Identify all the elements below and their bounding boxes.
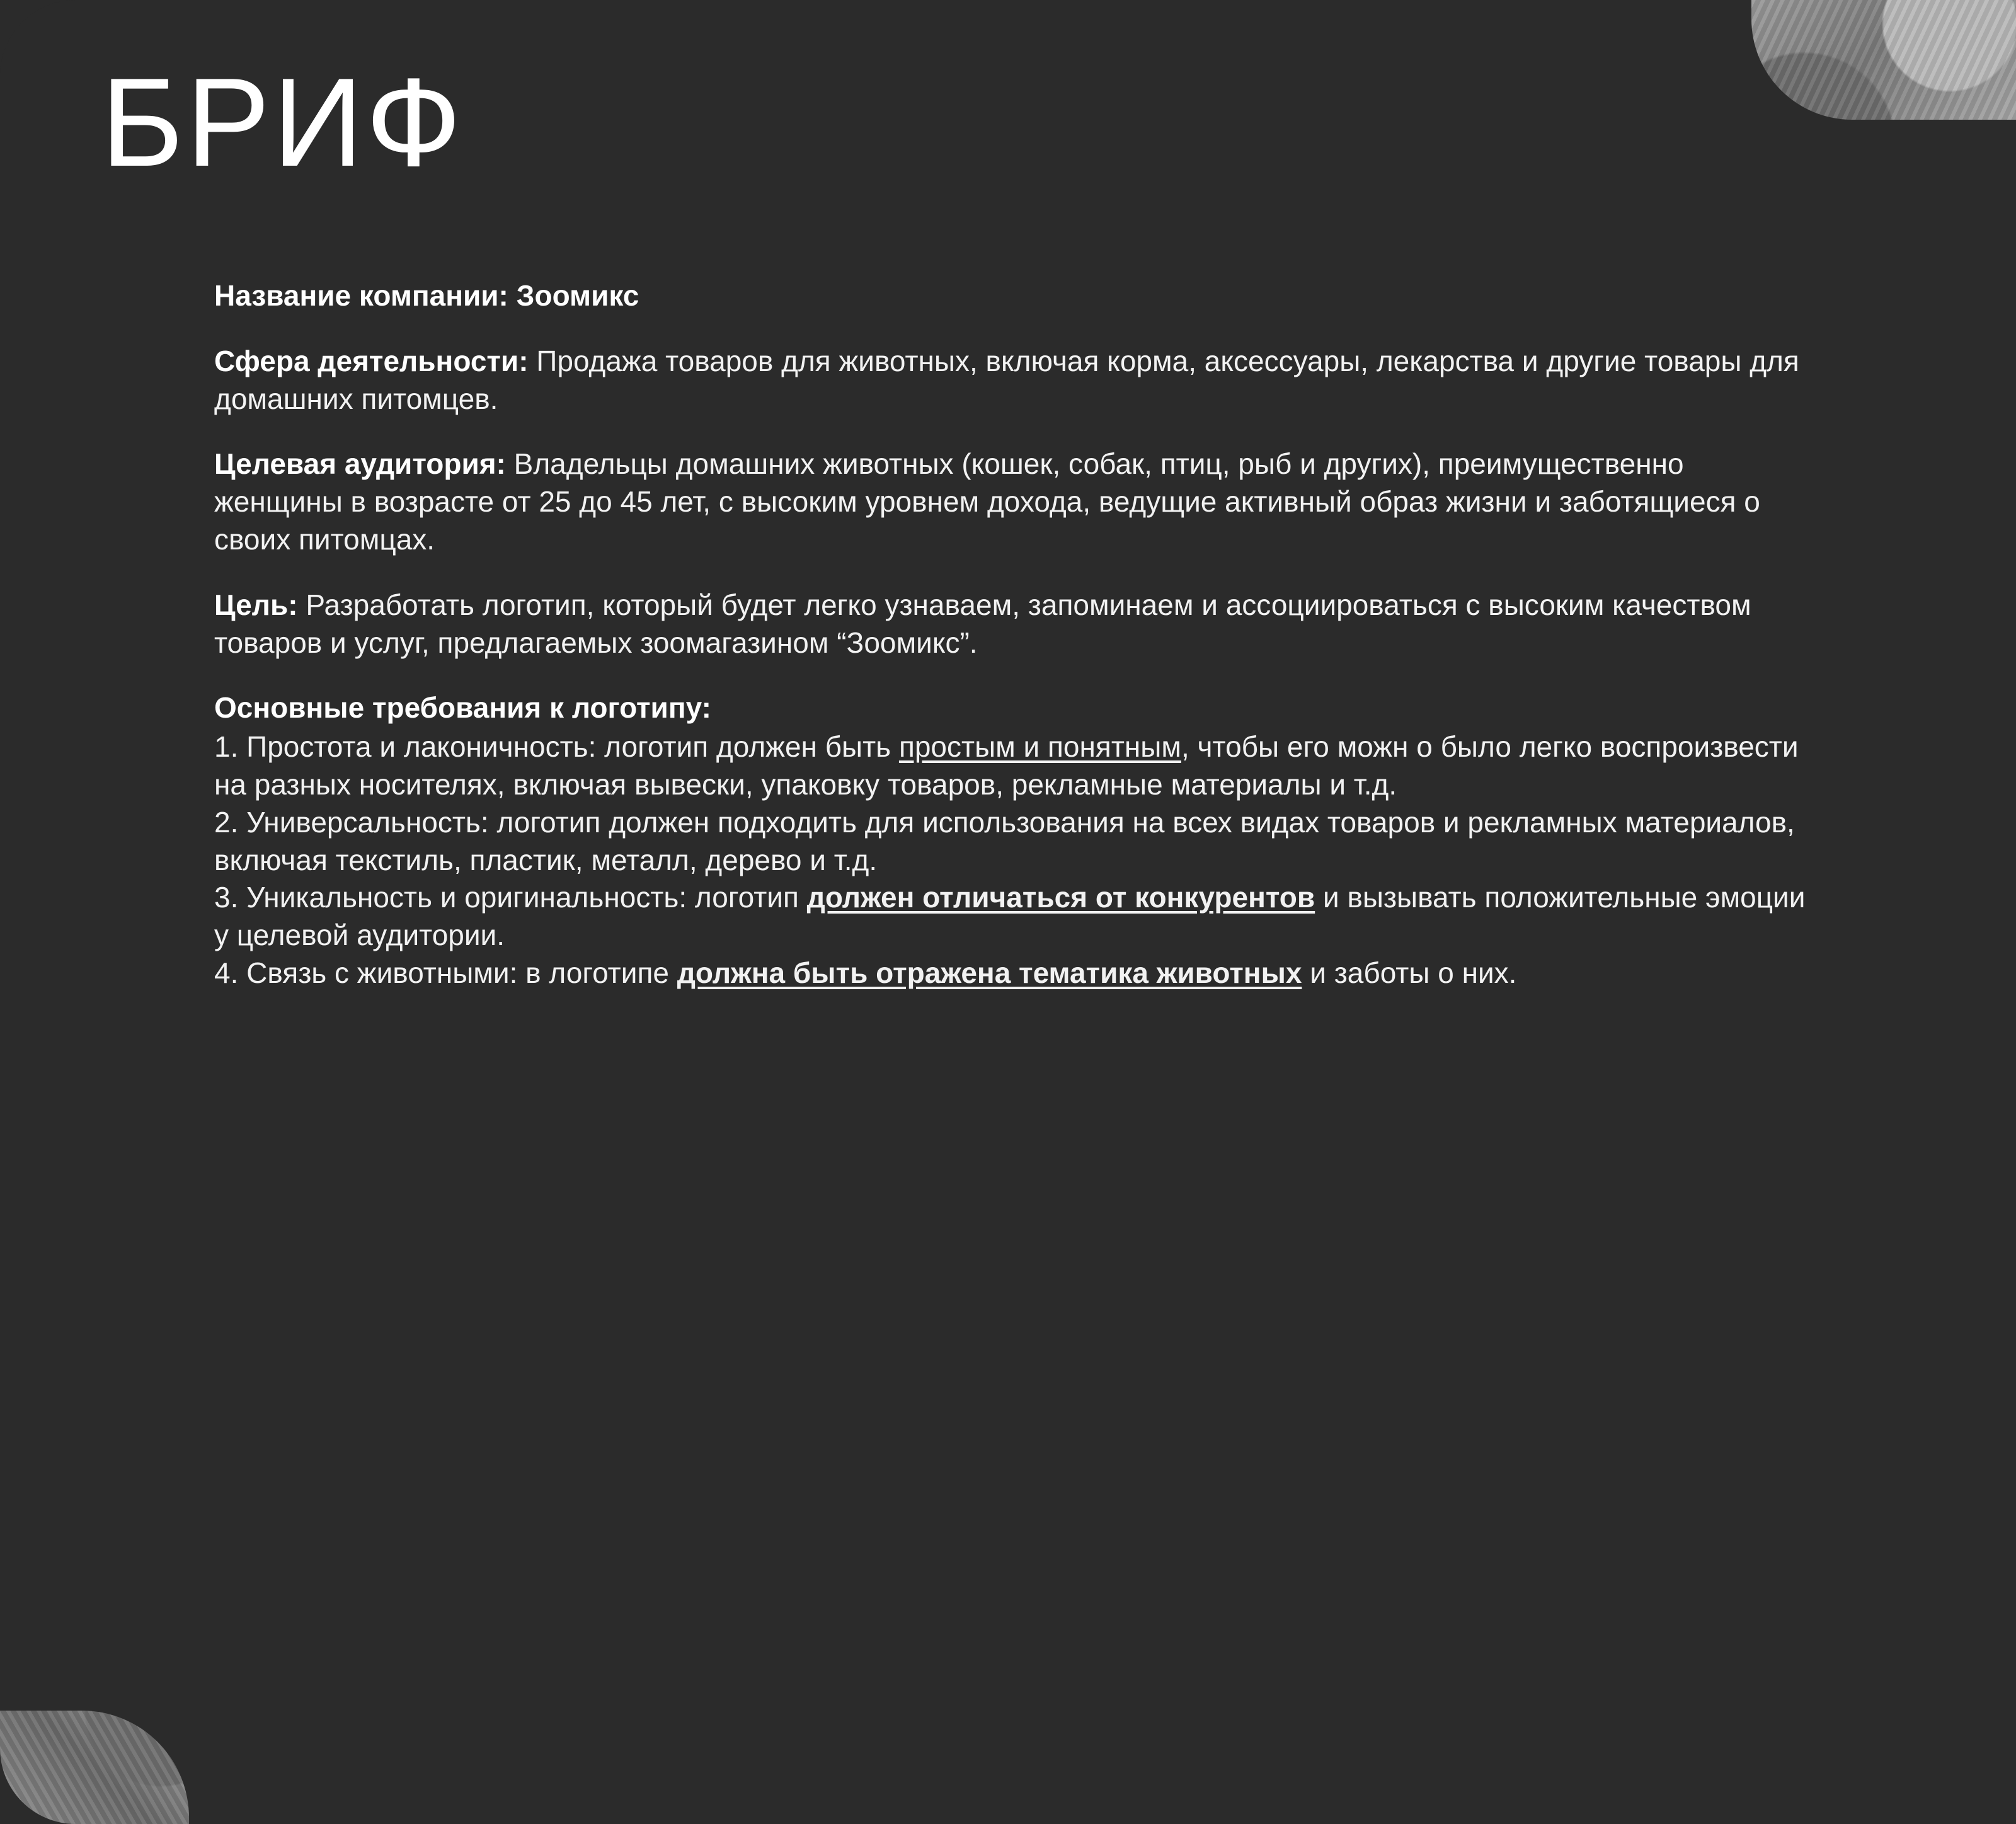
requirement-post: и заботы о них.: [1302, 956, 1517, 989]
scope-label: Сфера деятельности:: [214, 344, 529, 377]
requirements-heading: Основные требования к логотипу:: [214, 691, 711, 725]
requirement-pre: 4. Связь с животными: в логотипе: [214, 956, 677, 989]
goal-label: Цель:: [214, 588, 298, 621]
audience-block: [214, 445, 1808, 558]
requirement-post: , чтобы его можн о было легко воспроизвести на разных носителях, включая вывески, упаковку товаров, рекламные материалы и т.д.: [214, 730, 1799, 801]
requirement-item: [214, 728, 1808, 804]
requirement-item: [214, 955, 1808, 992]
scope-text: Продажа товаров для животных, включая корма, аксессуары, лекарства и другие товары для домашних питомцев.: [214, 344, 1799, 415]
company-block: [214, 277, 1808, 315]
decorative-photo-top-right: [1751, 0, 2016, 120]
requirement-post: и вызывать положительные эмоции у целевой аудитории.: [214, 881, 1806, 952]
requirement-item: [214, 804, 1808, 880]
scope-block: [214, 343, 1808, 418]
goal-text: Разработать логотип, который будет легко узнаваем, запоминаем и ассоциироваться с высоким качеством товаров и услуг, предлагаемых зоомагазином “Зоомикс”.: [214, 588, 1751, 659]
audience-label: Целевая аудитория:: [214, 447, 506, 481]
goal-block: [214, 587, 1808, 662]
scope-paragraph: [214, 343, 1808, 418]
audience-text: Владельцы домашних животных (кошек, собак, птиц, рыб и других), преимущественно женщины в возрасте от 25 до 45 лет, с высоким уровнем дохода, ведущие активный образ жизни и заботящиеся о своих питомцах.: [214, 447, 1760, 556]
goal-paragraph: [214, 587, 1808, 662]
requirement-pre: 1. Простота и лаконичность: логотип должен быть: [214, 730, 899, 764]
requirement-underline: должен отличаться от конкурентов: [806, 881, 1315, 914]
requirement-item: [214, 879, 1808, 955]
requirement-underline: должна быть отражена тематика животных: [677, 956, 1302, 989]
brief-content: [214, 277, 1808, 992]
requirements-block: [214, 689, 1808, 992]
decorative-photo-bottom-left: [0, 1711, 189, 1824]
company-label: Название компании: Зоомикс: [214, 279, 639, 312]
page-title: БРИФ: [101, 52, 464, 193]
audience-paragraph: [214, 445, 1808, 558]
requirement-pre: 3. Уникальность и оригинальность: логотип: [214, 881, 807, 914]
requirement-underline: простым и понятным: [898, 730, 1181, 764]
requirement-pre: 2. Универсальность: логотип должен подходить для использования на всех видах товаров и рекламных материалов, включая текстиль, пластик, металл, дерево и т.д.: [214, 805, 1795, 876]
